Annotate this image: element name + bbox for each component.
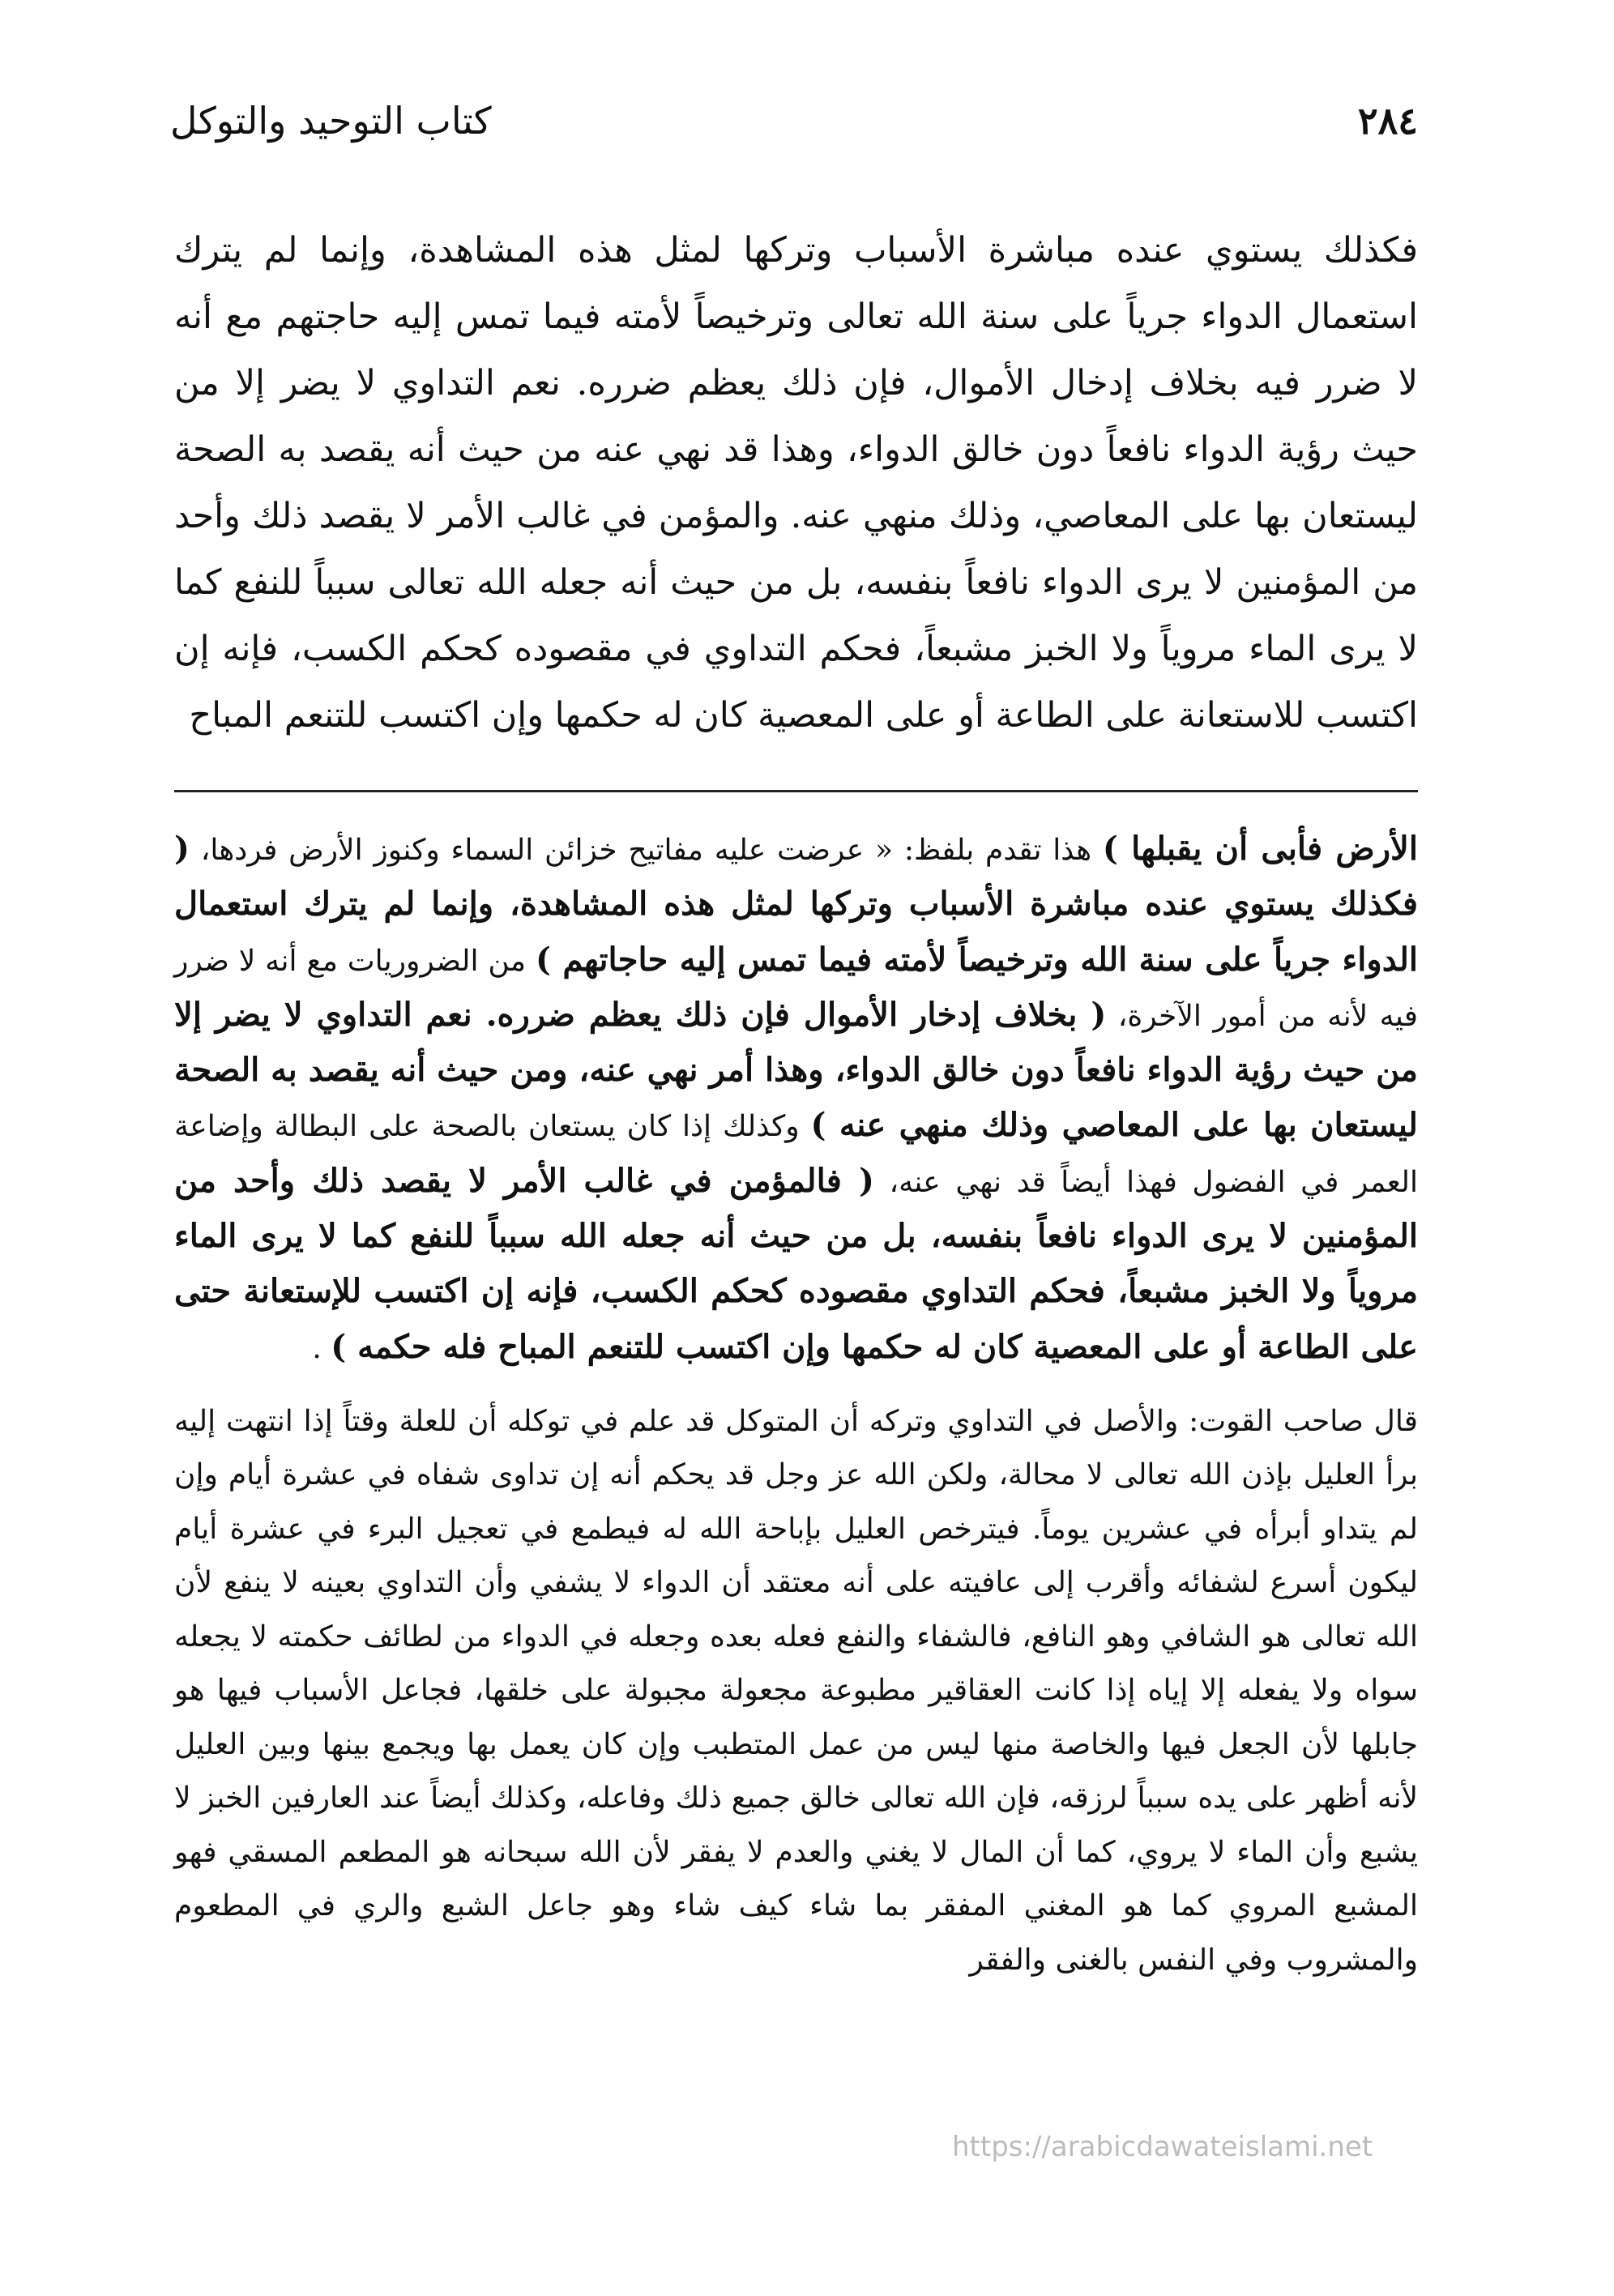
- page-number: ٢٨٤: [1357, 99, 1418, 143]
- book-title: كتاب التوحيد والتوكل: [170, 99, 492, 143]
- watermark-url: https://arabicdawateislami.net: [952, 2131, 1373, 2163]
- commentary-paragraph: [174, 822, 1418, 1376]
- page-header: [170, 99, 1418, 156]
- footnote-divider: [174, 790, 1418, 792]
- commentary-bold-segment: ( بخلاف إدخار الأموال فإن ذلك يعظم ضرره. نعم التداوي لا يضر إلا من حيث رؤية الدواء نافعاً دون خالق الدواء، وهذا أمر نهي عنه، ومن حيث أنه يقصد به الصحة ليستعان بها على المعاصي وذلك منهي عنه ): [174, 995, 1418, 1145]
- main-paragraph: فكذلك يستوي عنده مباشرة الأسباب وتركها لمثل هذه المشاهدة، وإنما لم يترك استعمال الدواء جرياً على سنة الله تعالى وترخيصاً لأمته فيما تمس إليه حاجتهم مع أنه لا ضرر فيه بخلاف إدخال الأموال، فإن ذلك يعظم ضرره. نعم التداوي لا يضر إلا من حيث رؤية الدواء نافعاً دون خالق الدواء، وهذا قد نهي عنه من حيث أنه يقصد به الصحة ليستعان بها على المعاصي، وذلك منهي عنه. والمؤمن في غالب الأمر لا يقصد ذلك وأحد من المؤمنين لا يرى الدواء نافعاً بنفسه، بل من حيث أنه جعله الله تعالى سبباً للنفع كما لا يرى الماء مروياً ولا الخبز مشبعاً، فحكم التداوي في مقصوده كحكم الكسب، فإنه إن اكتسب للاستعانة على الطاعة أو على المعصية كان له حكمها وإن اكتسب للتنعم المباح: [174, 230, 1418, 736]
- commentary-plain-segment: .: [312, 1331, 331, 1365]
- commentary-plain-segment: من الضروريات مع أنه لا ضرر فيه لأنه من أمور الآخرة،: [174, 944, 1418, 1033]
- commentary-bold-segment: ( فكذلك يستوي عنده مباشرة الأسباب وتركها لمثل هذه المشاهدة، وإنما لم يترك استعمال الدواء جرياً على سنة الله وترخيصاً لأمته فيما تمس إليه حاجاتهم ): [174, 830, 1418, 979]
- commentary-plain-segment: هذا تقدم بلفظ: « عرضت عليه مفاتيح خزائن السماء وكنوز الأرض فردها،: [189, 834, 1103, 867]
- commentary-bold-segment: ( فالمؤمن في غالب الأمر لا يقصد ذلك وأحد من المؤمنين لا يرى الدواء نافعاً بنفسه، بل من حيث أنه جعله الله سبباً للنفع كما لا يرى الماء مروياً ولا الخبز مشبعاً، فحكم التداوي مقصوده كحكم الكسب، فإنه إن اكتسب للإستعانة حتى على الطاعة أو على المعصية كان له حكمها وإن اكتسب للتنعم المباح فله حكمه ): [174, 1161, 1418, 1366]
- commentary-lower-paragraph: قال صاحب القوت: والأصل في التداوي وتركه أن المتوكل قد علم في توكله أن للعلة وقتاً إذا انتهت إليه برأ العليل بإذن الله تعالى لا محالة، ولكن الله عز وجل قد يحكم أنه إن تداوى شفاه في عشرة أيام وإن لم يتداو أبرأه في عشرين يوماً. فيترخص العليل بإباحة الله له فيطمع في تعجيل البرء في عشرة أيام ليكون أسرع لشفائه وأقرب إلى عافيته على أنه معتقد أن الدواء لا يشفي وأن التداوي بعينه لا ينفع لأن الله تعالى هو الشافي وهو النافع، فالشفاء والنفع فعله بعده وجعله في الدواء من لطائف حكمته لا يجعله سواه ولا يفعله إلا إياه إذا كانت العقاقير مطبوعة مجعولة مجبولة على خلقها، فجاعل الأسباب فيها هو جابلها لأن الجعل فيها والخاصة منها ليس من عمل المتطبب وإن كان يعمل بها ويجمع بينها وبين العليل لأنه أظهر على يده سبباً لرزقه، فإن الله تعالى خالق جميع ذلك وفاعله، وكذلك أيضاً عند العارفين الخبز لا يشبع وأن الماء لا يروي، كما أن المال لا يغني والعدم لا يفقر لأن الله سبحانه هو المطعم المسقي فهو المشبع المروي كما هو المغني المفقر بما شاء كيف شاء وهو جاعل الشبع والري في المطعوم والمشروب وفي النفس بالغنى والفقر: [174, 1404, 1418, 1977]
- commentary-bold-segment: الأرض فأبى أن يقبلها ): [1102, 830, 1418, 868]
- commentary-block: [174, 822, 1418, 2007]
- commentary-plain-segment: وكذلك إذا كان يستعان بالصحة على البطالة وإضاعة العمر في الفضول فهذا أيضاً قد نهي عنه،: [174, 1110, 1418, 1199]
- main-text-block: [174, 217, 1418, 749]
